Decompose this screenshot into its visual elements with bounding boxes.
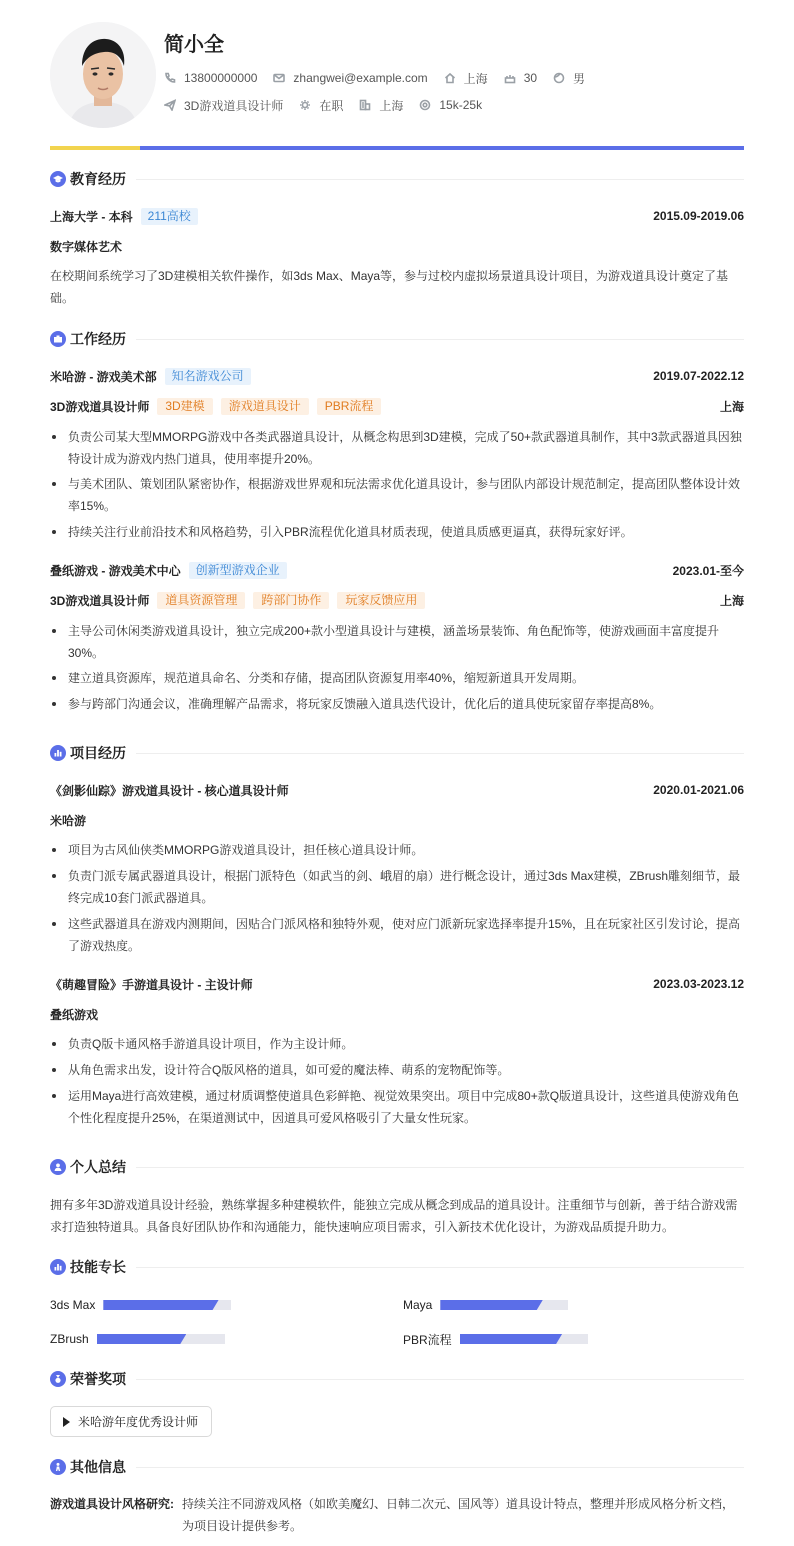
bullet-dot bbox=[52, 530, 56, 534]
bullet-dot bbox=[52, 676, 56, 680]
bullet-dot bbox=[52, 1042, 56, 1046]
job-header bbox=[50, 367, 744, 385]
project-name: 《萌趣冒险》手游道具设计 - 主设计师 bbox=[50, 977, 253, 992]
education-period: 2015.09-2019.06 bbox=[653, 209, 744, 223]
major: 数字媒体艺术 bbox=[50, 239, 123, 254]
header-divider bbox=[50, 146, 744, 150]
company-tag: 创新型游戏企业 bbox=[189, 562, 287, 579]
gender-info bbox=[553, 70, 585, 87]
job-header bbox=[50, 561, 744, 579]
bar-chart-icon bbox=[50, 1259, 66, 1275]
education-description: 在校期间系统学习了3D建模相关软件操作，如3ds Max、Maya等，参与过校内虚拟场景道具设计项目，为游戏道具设计奠定了基础。 bbox=[50, 269, 729, 305]
status-info bbox=[299, 97, 343, 114]
skill-name: Maya bbox=[403, 1298, 433, 1312]
section-title: 技能专长 bbox=[70, 1259, 126, 1275]
skill-tag: 玩家反馈应用 bbox=[337, 592, 425, 609]
position-info bbox=[164, 97, 283, 114]
user-icon bbox=[50, 1159, 66, 1175]
section-divider bbox=[136, 1467, 744, 1468]
section-education bbox=[50, 169, 744, 189]
job-bullet bbox=[50, 620, 744, 664]
section-other bbox=[50, 1457, 744, 1477]
project-bullet bbox=[50, 1085, 744, 1129]
project-header bbox=[50, 781, 744, 799]
skill-tag: 游戏道具设计 bbox=[221, 398, 309, 415]
skill-item bbox=[50, 1332, 225, 1346]
bullet-dot bbox=[52, 629, 56, 633]
job-bullet bbox=[50, 667, 744, 689]
avatar bbox=[50, 22, 156, 128]
bullet-dot bbox=[52, 848, 56, 852]
skill-bar bbox=[103, 1300, 231, 1310]
job-period: 2019.07-2022.12 bbox=[653, 369, 744, 383]
bullet-text: 项目为古风仙侠类MMORPG游戏道具设计，担任核心道具设计师。 bbox=[68, 843, 424, 857]
job-bullet bbox=[50, 693, 744, 715]
status-icon bbox=[299, 99, 311, 111]
job-role-row bbox=[50, 591, 744, 609]
skill-bar-fill bbox=[97, 1334, 187, 1344]
project-name: 《剑影仙踪》游戏道具设计 - 核心道具设计师 bbox=[50, 783, 289, 798]
phone-text: 13800000000 bbox=[184, 71, 258, 85]
email-text: zhangwei@example.com bbox=[293, 71, 428, 85]
bullet-text: 建立道具资源库，规范道具命名、分类和存储，提高团队资源复用率40%，缩短新道具开发周期。 bbox=[68, 671, 585, 685]
header-divider-blue bbox=[140, 146, 744, 150]
bullet-dot bbox=[52, 874, 56, 878]
bullet-text: 负责公司某大型MMORPG游戏中各类武器道具设计，从概念构思到3D建模，完成了50+款武器道具制作，其中3款武器道具因独特设计成为游戏内热门道具，使用率提升20%。 bbox=[68, 430, 742, 466]
section-title: 荣誉奖项 bbox=[70, 1371, 126, 1387]
project-company: 米哈游 bbox=[50, 813, 87, 828]
job-intent-row bbox=[164, 96, 498, 114]
project-bullet bbox=[50, 913, 744, 957]
skill-item bbox=[403, 1298, 568, 1312]
bullet-text: 与美术团队、策划团队紧密协作，根据游戏世界观和玩法需求优化道具设计，参与团队内部设计规范制定，提高团队整体设计效率15%。 bbox=[68, 477, 741, 513]
project-period: 2020.01-2021.06 bbox=[653, 783, 744, 797]
gender-icon bbox=[553, 72, 565, 84]
summary-text: 拥有多年3D游戏道具设计经验，熟练掌握多种建模软件，能独立完成从概念到成品的道具设计。注重细节与创新，善于结合游戏需求打造独特道具。具备良好团队协作和沟通能力，能快速响应项目需求，引入新技术优化设计，为游戏品质提升助力。 bbox=[50, 1198, 738, 1234]
coin-icon bbox=[419, 99, 431, 111]
project-bullet bbox=[50, 1059, 744, 1081]
contact-row bbox=[164, 69, 601, 87]
briefcase-icon bbox=[50, 331, 66, 347]
project-company-row bbox=[50, 1005, 744, 1023]
section-divider bbox=[136, 1267, 744, 1268]
bullet-text: 这些武器道具在游戏内测期间，因贴合门派风格和独特外观，使对应门派新玩家选择率提升15%，且在玩家社区引发讨论，提高了游戏热度。 bbox=[68, 917, 741, 953]
skill-bar-fill bbox=[440, 1300, 542, 1310]
section-title: 项目经历 bbox=[70, 745, 126, 761]
project-company: 叠纸游戏 bbox=[50, 1007, 99, 1022]
job-role-row bbox=[50, 397, 744, 415]
project-period: 2023.03-2023.12 bbox=[653, 977, 744, 991]
email-icon bbox=[273, 72, 285, 84]
company-name: 叠纸游戏 - 游戏美术中心 bbox=[50, 563, 181, 578]
job-bullet bbox=[50, 473, 744, 517]
bullet-text: 运用Maya进行高效建模，通过材质调整使道具色彩鲜艳、视觉效果突出。项目中完成80+款Q版道具设计，这些道具使游戏角色个性化程度提升25%，在渠道测试中，因道具可爱风格吸引了大量女性玩家。 bbox=[68, 1089, 740, 1125]
other-label: 游戏道具设计风格研究: bbox=[50, 1497, 174, 1511]
section-summary bbox=[50, 1157, 744, 1177]
skill-bar bbox=[440, 1300, 568, 1310]
work-city-info bbox=[359, 97, 403, 114]
skill-bar-fill bbox=[460, 1334, 562, 1344]
age-info bbox=[504, 71, 537, 85]
position-text: 3D游戏道具设计师 bbox=[184, 98, 284, 113]
skill-item bbox=[50, 1298, 231, 1312]
graduation-cap-icon bbox=[50, 171, 66, 187]
project-company-row bbox=[50, 811, 744, 829]
work-city-text: 上海 bbox=[379, 98, 404, 113]
bullet-text: 从角色需求出发，设计符合Q版风格的道具，如可爱的魔法棒、萌系的宠物配饰等。 bbox=[68, 1063, 510, 1077]
award-badge bbox=[50, 1406, 212, 1437]
bullet-dot bbox=[52, 482, 56, 486]
section-title: 个人总结 bbox=[70, 1159, 126, 1175]
section-divider bbox=[136, 1379, 744, 1380]
bullet-text: 负责门派专属武器道具设计，根据门派特色（如武当的剑、峨眉的扇）进行概念设计，通过3ds Max建模，ZBrush雕刻细节，最终完成10套门派武器道具。 bbox=[68, 869, 741, 905]
bar-chart-icon bbox=[50, 745, 66, 761]
section-title: 其他信息 bbox=[70, 1459, 126, 1475]
school-tag: 211高校 bbox=[141, 208, 198, 225]
email-info bbox=[273, 71, 427, 85]
job-role: 3D游戏道具设计师 bbox=[50, 399, 150, 414]
section-divider bbox=[136, 179, 744, 180]
project-bullet bbox=[50, 839, 744, 861]
skill-bar bbox=[97, 1334, 225, 1344]
bullet-dot bbox=[52, 922, 56, 926]
award-name: 米哈游年度优秀设计师 bbox=[78, 1415, 199, 1429]
bullet-dot bbox=[52, 1068, 56, 1072]
section-title: 教育经历 bbox=[70, 171, 126, 187]
section-projects bbox=[50, 743, 744, 763]
status-text: 在职 bbox=[319, 98, 344, 113]
section-divider bbox=[136, 1167, 744, 1168]
phone-info bbox=[164, 71, 257, 85]
person-icon bbox=[50, 1459, 66, 1475]
job-period: 2023.01-至今 bbox=[672, 563, 744, 578]
send-icon bbox=[164, 99, 176, 111]
phone-icon bbox=[164, 72, 176, 84]
building-icon bbox=[359, 99, 371, 111]
salary-text: 15k-25k bbox=[439, 98, 483, 112]
age-text: 30 bbox=[523, 71, 538, 85]
salary-info bbox=[419, 98, 482, 112]
section-honors bbox=[50, 1369, 744, 1389]
bullet-dot bbox=[52, 435, 56, 439]
education-major-row bbox=[50, 237, 744, 255]
skill-bar-fill bbox=[103, 1300, 218, 1310]
city-info bbox=[444, 70, 488, 87]
company-name: 米哈游 - 游戏美术部 bbox=[50, 369, 157, 384]
cake-icon bbox=[504, 72, 516, 84]
section-title: 工作经历 bbox=[70, 331, 126, 347]
section-divider bbox=[136, 753, 744, 754]
project-bullet bbox=[50, 865, 744, 909]
job-location: 上海 bbox=[719, 399, 744, 414]
skill-tag: 跨部门协作 bbox=[253, 592, 329, 609]
education-header bbox=[50, 207, 744, 225]
job-role: 3D游戏道具设计师 bbox=[50, 593, 150, 608]
section-divider bbox=[136, 339, 744, 340]
skill-name: 3ds Max bbox=[50, 1298, 96, 1312]
city-text: 上海 bbox=[463, 71, 488, 86]
job-bullet bbox=[50, 521, 744, 543]
skill-bar bbox=[460, 1334, 588, 1344]
job-location: 上海 bbox=[719, 593, 744, 608]
other-text: 持续关注不同游戏风格（如欧美魔幻、日韩二次元、国风等）道具设计特点，整理并形成风格分析文档，为项目设计提供参考。 bbox=[182, 1497, 735, 1533]
bullet-dot bbox=[52, 702, 56, 706]
bullet-text: 参与跨部门沟通会议，准确理解产品需求，将玩家反馈融入道具迭代设计，优化后的道具使玩家留存率提高8%。 bbox=[68, 697, 662, 711]
skill-item bbox=[403, 1332, 588, 1346]
section-work bbox=[50, 329, 744, 349]
bullet-dot bbox=[52, 1094, 56, 1098]
skill-name: PBR流程 bbox=[403, 1332, 452, 1347]
bullet-text: 主导公司休闲类游戏道具设计，独立完成200+款小型道具设计与建模，涵盖场景装饰、角色配饰等，使游戏画面丰富度提升30%。 bbox=[68, 624, 720, 660]
skill-tag: PBR流程 bbox=[317, 398, 382, 415]
job-bullet bbox=[50, 426, 744, 470]
gender-text: 男 bbox=[573, 71, 586, 86]
skill-name: ZBrush bbox=[50, 1332, 89, 1346]
project-header bbox=[50, 975, 744, 993]
school-name: 上海大学 - 本科 bbox=[50, 209, 133, 224]
company-tag: 知名游戏公司 bbox=[165, 368, 251, 385]
play-icon bbox=[63, 1417, 70, 1427]
candidate-name: 简小全 bbox=[164, 34, 224, 56]
medal-icon bbox=[50, 1371, 66, 1387]
bullet-text: 负责Q版卡通风格手游道具设计项目，作为主设计师。 bbox=[68, 1037, 354, 1051]
project-bullet bbox=[50, 1033, 744, 1055]
skill-tag: 道具资源管理 bbox=[157, 592, 245, 609]
section-skills bbox=[50, 1257, 744, 1277]
skill-tag: 3D建模 bbox=[157, 398, 212, 415]
home-icon bbox=[444, 72, 456, 84]
bullet-text: 持续关注行业前沿技术和风格趋势，引入PBR流程优化道具材质表现，使道具质感更逼真，获得玩家好评。 bbox=[68, 525, 633, 539]
header-divider-yellow bbox=[50, 146, 140, 150]
